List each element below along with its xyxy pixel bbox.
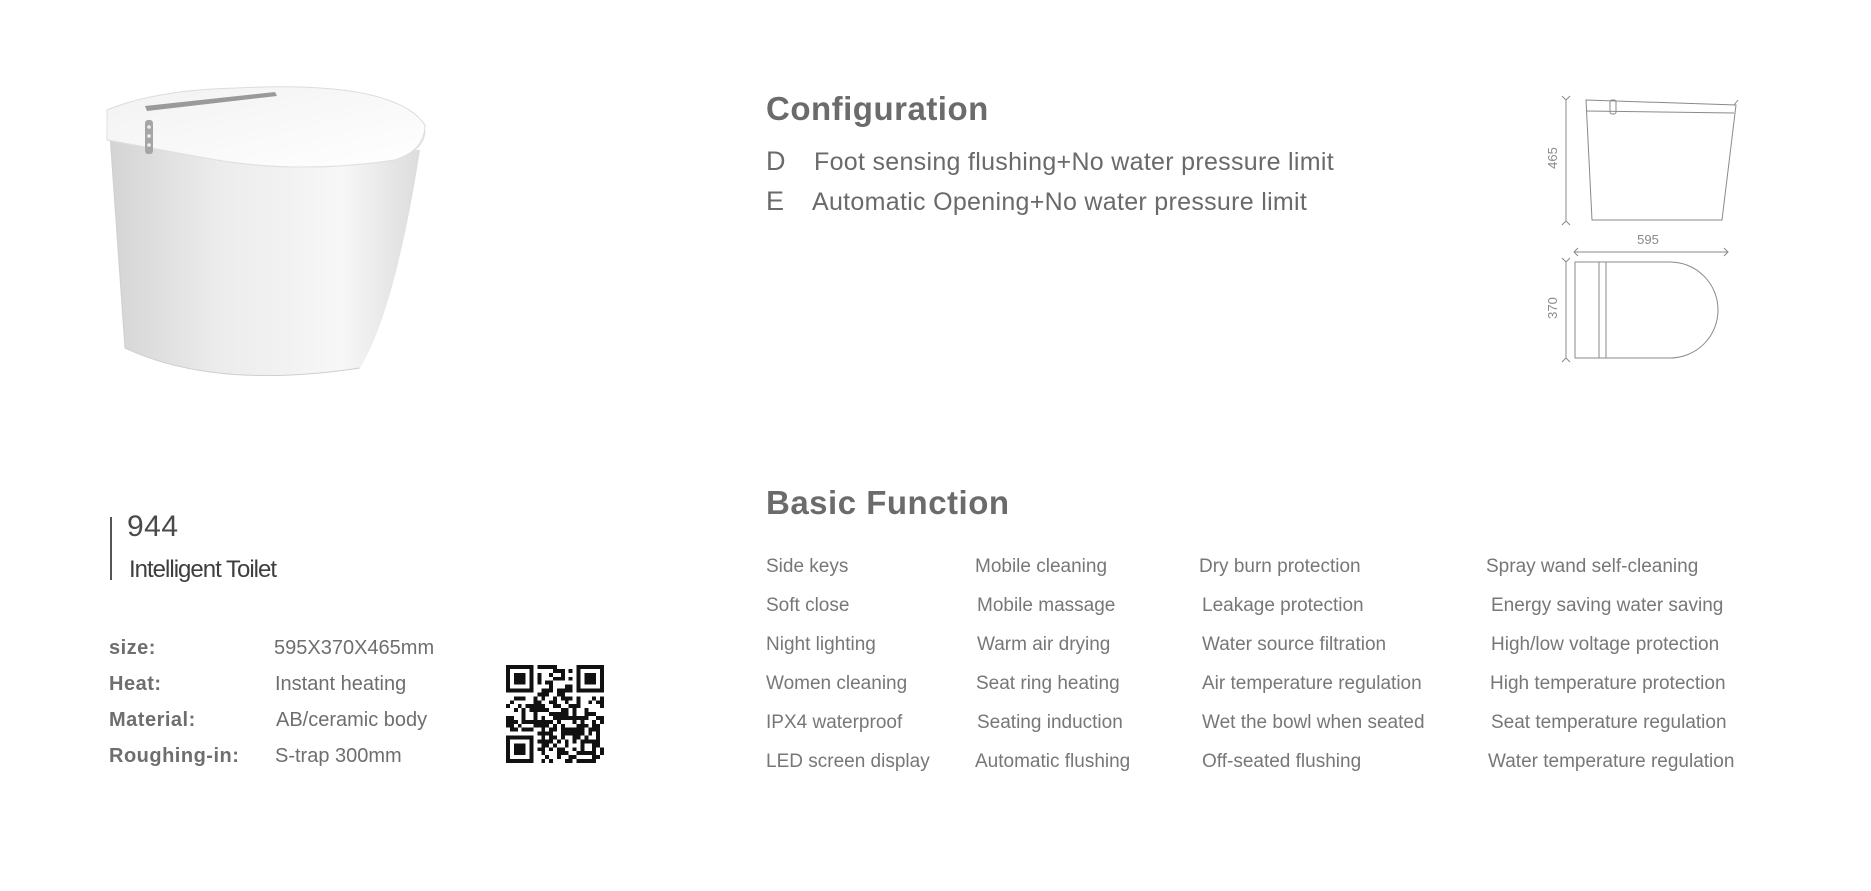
- function-item: IPX4 waterproof: [766, 712, 903, 733]
- basic-function-title: Basic Function: [766, 484, 1010, 521]
- spec-label: Material:: [109, 709, 196, 731]
- spec-value: 595X370X465mm: [274, 637, 435, 659]
- function-item: Automatic flushing: [975, 751, 1131, 772]
- function-item: Soft close: [766, 595, 850, 616]
- spec-value: Instant heating: [275, 673, 407, 695]
- function-item: Dry burn protection: [1199, 556, 1361, 577]
- spec-value: S-trap 300mm: [275, 745, 402, 767]
- function-item: LED screen display: [766, 751, 930, 772]
- spec-label: Heat:: [109, 673, 162, 695]
- function-item: Off-seated flushing: [1202, 751, 1362, 772]
- function-item: High/low voltage protection: [1491, 634, 1720, 655]
- function-item: Seat temperature regulation: [1491, 712, 1727, 733]
- function-item: Water temperature regulation: [1488, 751, 1735, 772]
- function-item: High temperature protection: [1490, 673, 1726, 694]
- function-item: Seating induction: [977, 712, 1123, 733]
- function-item: Leakage protection: [1202, 595, 1364, 616]
- spec-label: size:: [109, 637, 156, 659]
- model-name: Intelligent Toilet: [129, 556, 276, 583]
- qr-code: [506, 665, 604, 763]
- dimension-drawing: [1540, 92, 1750, 364]
- config-option-text: Foot sensing flushing+No water pressure limit: [814, 148, 1334, 176]
- config-option-letter: D: [766, 146, 786, 176]
- function-item: Water source filtration: [1202, 634, 1387, 655]
- product-photo: [95, 80, 435, 380]
- function-item: Wet the bowl when seated: [1202, 712, 1425, 733]
- function-item: Spray wand self-cleaning: [1486, 556, 1699, 577]
- height-dimension-label: 465: [1545, 147, 1560, 169]
- function-item: Side keys: [766, 556, 849, 577]
- configuration-title: Configuration: [766, 90, 989, 127]
- function-item: Women cleaning: [766, 673, 908, 694]
- config-option-letter: E: [766, 186, 785, 216]
- function-item: Seat ring heating: [976, 673, 1120, 694]
- function-item: Mobile cleaning: [975, 556, 1108, 577]
- config-option-text: Automatic Opening+No water pressure limit: [812, 188, 1308, 216]
- model-accent-bar: [110, 517, 112, 580]
- spec-label: Roughing-in:: [109, 745, 240, 767]
- function-item: Night lighting: [766, 634, 876, 655]
- function-item: Air temperature regulation: [1202, 673, 1422, 694]
- length-dimension-label: 595: [1637, 232, 1659, 247]
- function-item: Mobile massage: [977, 595, 1116, 616]
- width-dimension-label: 370: [1545, 297, 1560, 319]
- function-item: Warm air drying: [977, 634, 1111, 655]
- function-item: Energy saving water saving: [1491, 595, 1724, 616]
- model-number: 944: [127, 510, 179, 543]
- spec-value: AB/ceramic body: [276, 709, 428, 731]
